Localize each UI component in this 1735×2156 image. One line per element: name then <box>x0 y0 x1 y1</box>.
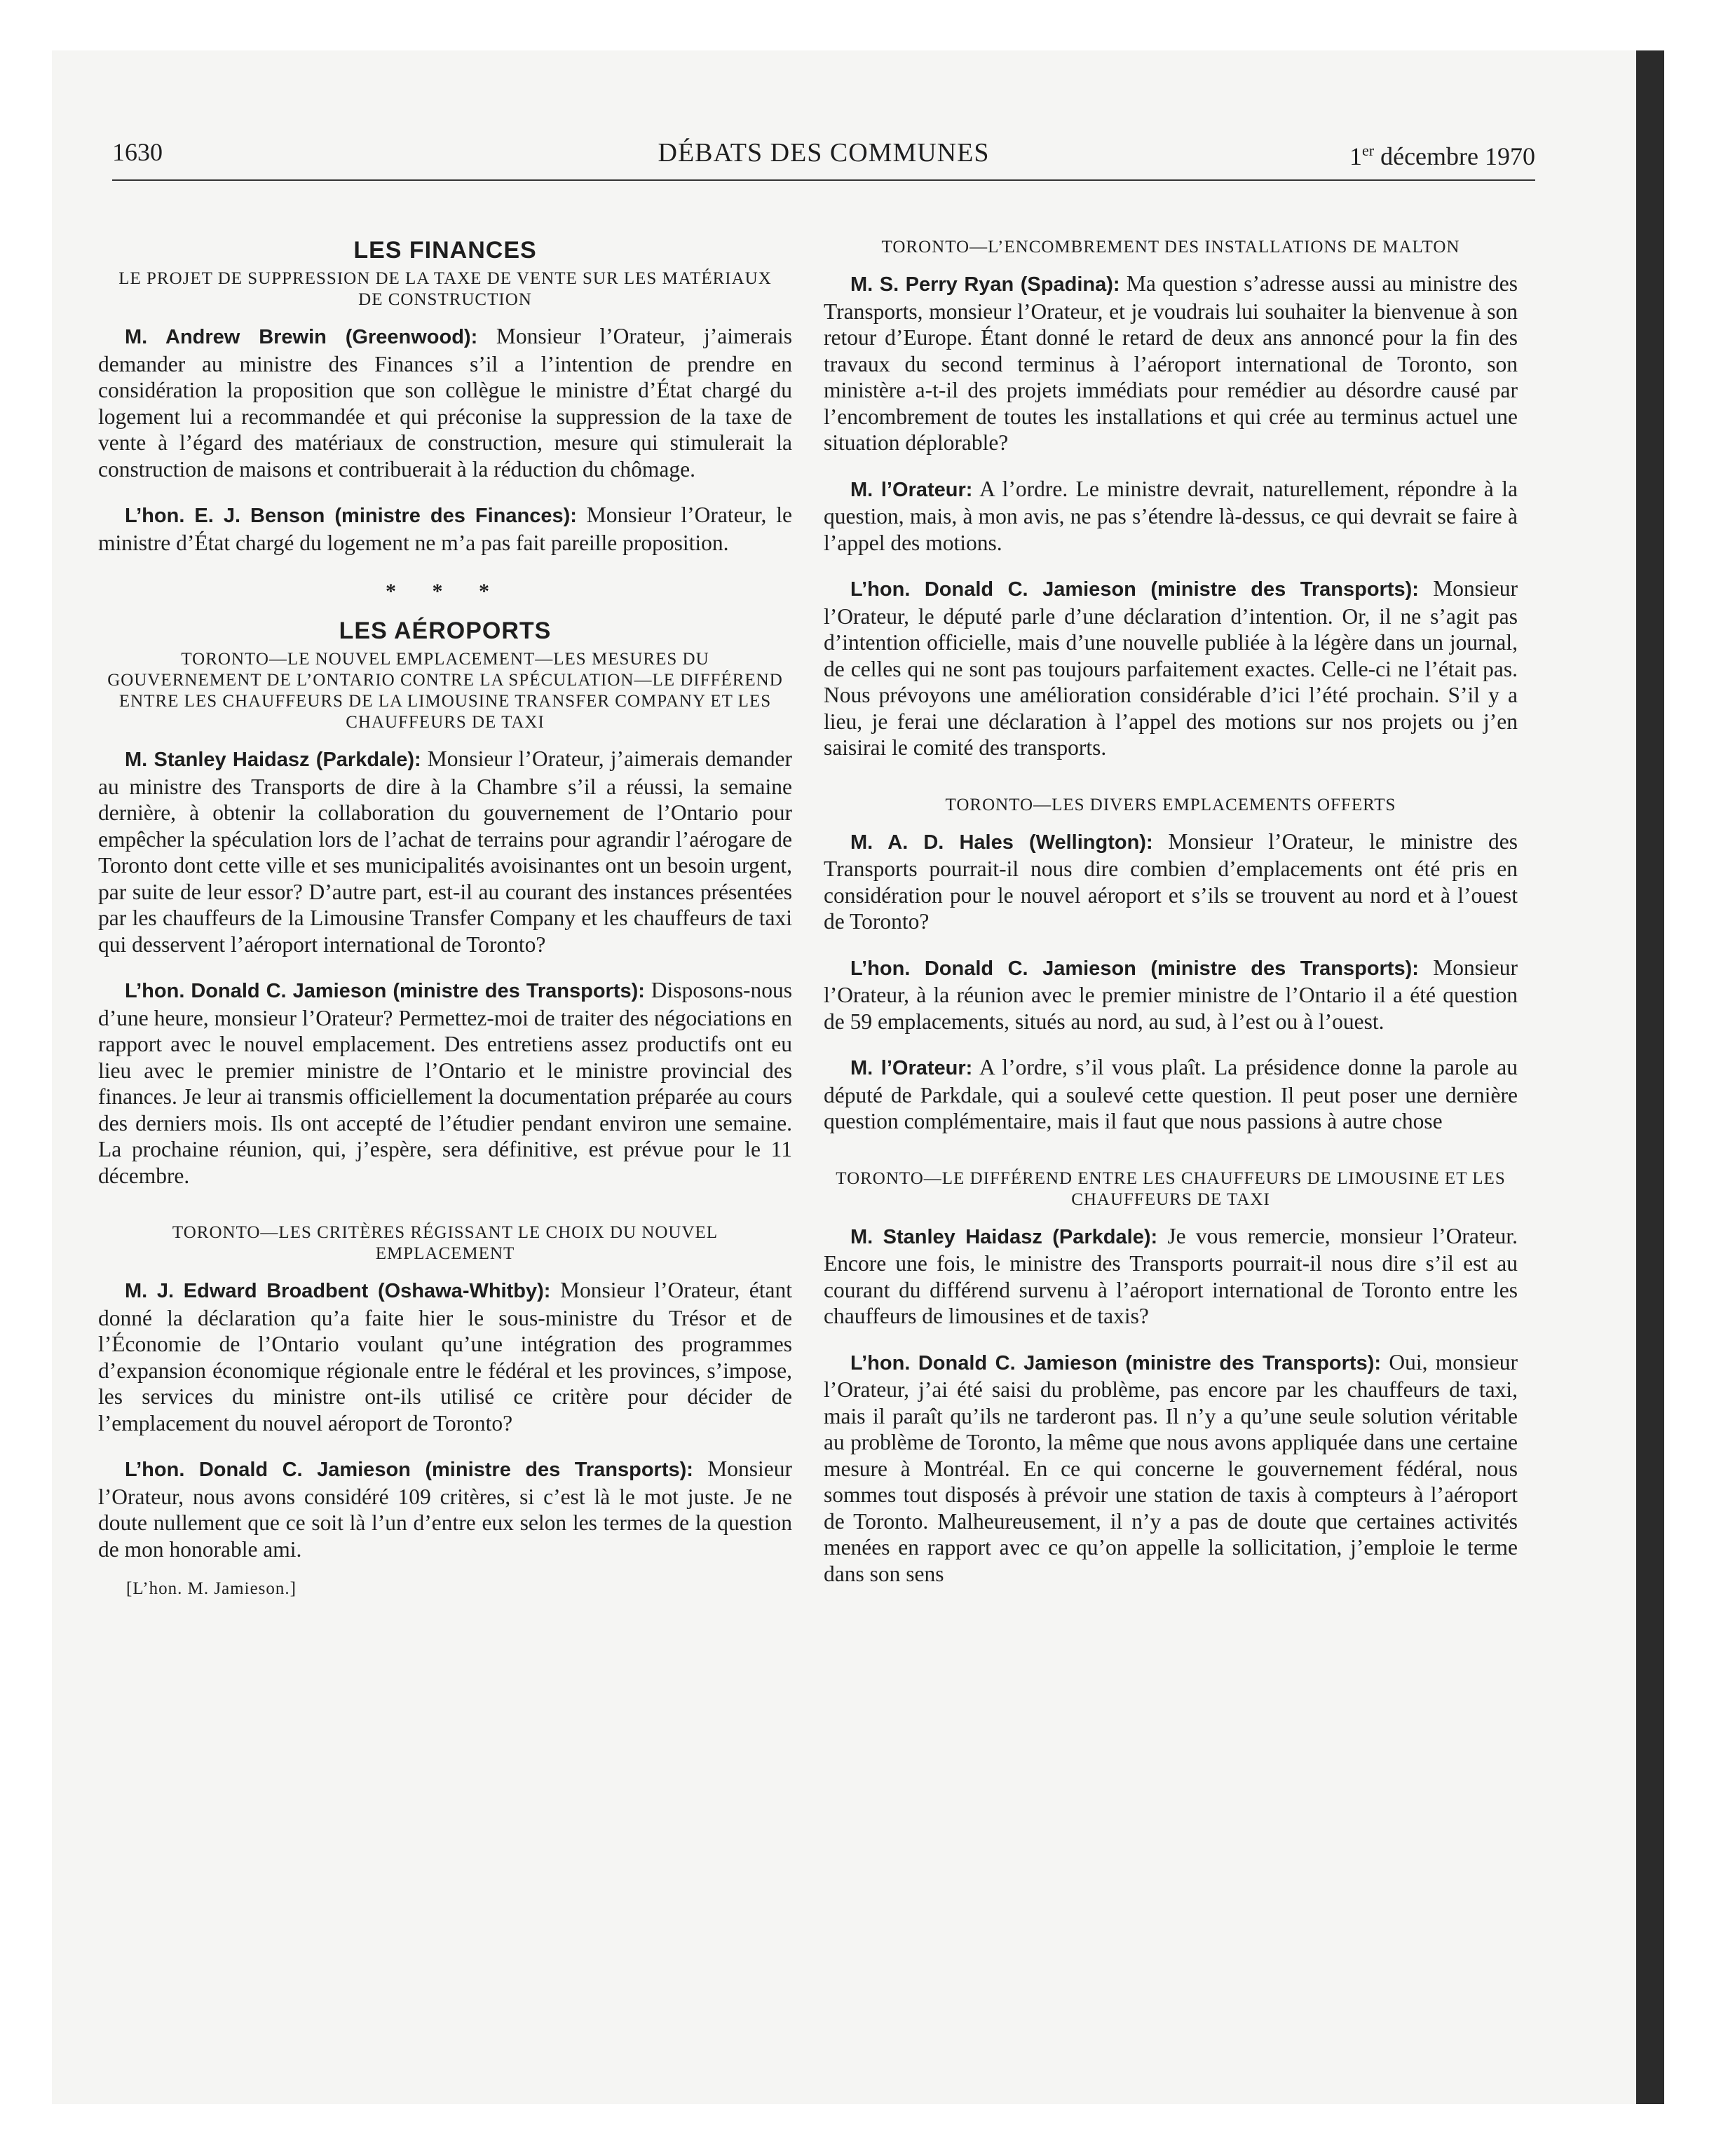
speaker-name: L’hon. Donald C. Jamieson (ministre des Transports): <box>125 1459 693 1481</box>
speaker-name: M. l’Orateur: <box>850 1057 973 1079</box>
speech-text: A l’ordre, s’il vous plaît. La présidence donne la parole au député de Parkdale, qui a soulevé cette question. Il peut poser une dernière question complémentaire, mais il faut que nous passions à autre chose <box>824 1055 1518 1133</box>
subheading-differend-chauffeurs: TORONTO—LE DIFFÉREND ENTRE LES CHAUFFEURS DE LIMOUSINE ET LES CHAUFFEURS DE TAXI <box>836 1168 1506 1209</box>
speaker-name: L’hon. Donald C. Jamieson (ministre des Transports): <box>125 980 645 1002</box>
speech-text: Monsieur l’Orateur, nous avons considéré 109 critères, si c’est là le mot juste. Je ne doute nullement que ce soit là l’un d’entre eux selon les termes de la question de mon honorable ami. <box>98 1456 792 1562</box>
speech-text: Monsieur l’Orateur, le ministre des Transports pourrait-il nous dire combien d’emplacements ont été pris en considération pour le nouvel aéroport et s’ils se trouvent au nord et à l’ouest de Toronto? <box>824 828 1518 934</box>
speaker-name: M. J. Edward Broadbent (Oshawa-Whitby): <box>125 1280 551 1302</box>
speech-text: Oui, monsieur l’Orateur, j’ai été saisi du problème, pas encore par les chauffeurs de taxi, mais il paraît qu’ils ne tarderont pas. Il n’y a qu’une seule solution véritable au problème de Toronto, la même que nous avons appliquée dans une certaine mesure à Montréal. En ce qui concerne le gouvernement fédéral, nous sommes tout disposés à prévoir une station de taxis à compteurs à l’aéroport de Toronto. Malheureusement, il n’y a pas de doute que certaines activités menées en rapport avec ce qu’on appelle la sollicitation, j’emploie le terme dans son sens <box>824 1349 1518 1586</box>
speech-text: Monsieur l’Orateur, le ministre d’État chargé du logement ne m’a pas fait pareille proposition. <box>98 503 792 555</box>
subheading-divers-emplacements: TORONTO—LES DIVERS EMPLACEMENTS OFFERTS <box>945 795 1396 814</box>
speaker-name: L’hon. E. J. Benson (ministre des Finances): <box>125 505 577 527</box>
speech-text: Monsieur l’Orateur, étant donné la déclaration qu’a faite hier le sous-ministre du Trésor et de l’Économie de l’Ontario voulant qu’une intégration des programmes d’expansion économique régionale entre le fédéral et les provinces, s’impose, les services du ministre ont-ils utilisé ce critère pour décider de l’emplacement du nouvel aéroport de Toronto? <box>98 1278 792 1435</box>
speech-text: Monsieur l’Orateur, j’aimerais demander au ministre des Transports de dire à la Chambre s’il a réussi, la semaine dernière, à obtenir la collaboration du gouvernement de l’Ontario pour empêcher la spéculation lors de l’achat de terrains pour agrandir l’aérogare de Toronto dont cette ville et ses municipalités avoisinantes ont un besoin urgent, par suite de leur essor? D’autre part, est-il au courant des instances présentées par les chauffeurs de la Limousine Transfer Company et les chauffeurs de taxi qui desservent l’aéroport international de Toronto? <box>98 746 792 957</box>
paragraph <box>824 476 1518 557</box>
speaker-name: M. Stanley Haidasz (Parkdale): <box>850 1225 1158 1248</box>
speaker-name: M. Stanley Haidasz (Parkdale): <box>125 749 421 771</box>
continuation-footnote: [L’hon. M. Jamieson.] <box>126 1579 297 1598</box>
speaker-name: L’hon. Donald C. Jamieson (ministre des Transports): <box>850 1351 1382 1374</box>
paragraph <box>98 502 792 556</box>
paragraph <box>824 271 1518 456</box>
left-column <box>98 237 792 1599</box>
speech-text: Ma question s’adresse aussi au ministre des Transports, monsieur l’Orateur, et je voudrais lui souhaiter la bienvenue à son retour d’Europe. Étant donné le retard de deux ans annoncé pour la fin des travaux du second terminus à l’aéroport international de Toronto, son ministère a-t-il des projets immédiats pour remédier au désordre causé par l’encombrement de toutes les installations et qui crée au terminus actuel une situation déplorable? <box>824 271 1518 455</box>
paragraph <box>824 828 1518 935</box>
publication-title: DÉBATS DES COMMUNES <box>658 138 990 168</box>
page-header <box>112 137 1535 181</box>
paragraph <box>824 1054 1518 1135</box>
speech-text: Monsieur l’Orateur, j’aimerais demander au ministre des Finances s’il a l’intention de prendre en considération la proposition que son collègue le ministre d’État chargé du logement lui a recommandée et qui préconise la suppression de la taxe de vente à l’égard des matériaux de construction, mesure qui stimulerait la construction de maisons et contribuerait à la réduction du chômage. <box>98 324 792 482</box>
speech-text: A l’ordre. Le ministre devrait, naturellement, répondre à la question, mais, à mon avis, ne pas s’étendre là-dessus, ce qui devrait se faire à l’appel des motions. <box>824 476 1518 555</box>
paragraph <box>824 1349 1518 1588</box>
page-edge-shadow <box>1636 50 1664 2104</box>
speaker-name: M. S. Perry Ryan (Spadina): <box>850 273 1120 296</box>
page-number: 1630 <box>112 138 163 166</box>
subheading-nouvel-emplacement: TORONTO—LE NOUVEL EMPLACEMENT—LES MESURES DU GOUVERNEMENT DE L’ONTARIO CONTRE LA SPÉCULATION—LE DIFFÉREND ENTRE LES CHAUFFEURS DE LA LIMOUSINE TRANSFER COMPANY ET LES CHAUFFEURS DE TAXI <box>107 650 783 732</box>
subheading-taxe-de-vente: LE PROJET DE SUPPRESSION DE LA TAXE DE VENTE SUR LES MATÉRIAUX DE CONSTRUCTION <box>118 269 772 309</box>
speaker-name: M. Andrew Brewin (Greenwood): <box>125 326 478 348</box>
speech-text: Je vous remercie, monsieur l’Orateur. Encore une fois, le ministre des Transports pourrait-il nous dire s’il est au courant du différend survenu à l’aéroport international de Toronto entre les chauffeurs de limousines et de taxis? <box>824 1223 1518 1328</box>
paragraph <box>98 323 792 482</box>
section-separator-stars: * * * <box>386 580 505 603</box>
page-date: 1er décembre 1970 <box>1349 142 1535 170</box>
subheading-criteres: TORONTO—LES CRITÈRES RÉGISSANT LE CHOIX DU NOUVEL EMPLACEMENT <box>172 1223 719 1263</box>
subheading-malton: TORONTO—L’ENCOMBREMENT DES INSTALLATIONS DE MALTON <box>881 238 1460 257</box>
paragraph <box>98 1456 792 1562</box>
speaker-name: M. l’Orateur: <box>850 478 973 501</box>
speech-text: Monsieur l’Orateur, à la réunion avec le premier ministre de l’Ontario il a été question de 59 emplacements, situés au nord, au sud, à l’est ou à l’ouest. <box>824 955 1518 1034</box>
paragraph <box>98 1277 792 1436</box>
speech-text: Monsieur l’Orateur, le député parle d’une déclaration d’intention. Or, il ne s’agit pas d’intention officielle, mais d’une nouvelle publiée à la légère dans un journal, de celles qui ne sont pas toujours parfaitement exactes. Celle-ci ne l’était pas. Nous prévoyons une amélioration considérable d’ici l’été prochain. S’il y a lieu, je ferai une déclaration à l’appel des motions sur nos projets ou j’en saisirai le comité des transports. <box>824 576 1518 760</box>
speaker-name: L’hon. Donald C. Jamieson (ministre des Transports): <box>850 578 1419 601</box>
right-column <box>824 237 1518 1606</box>
paragraph <box>824 1223 1518 1330</box>
speech-text: Disposons-nous d’une heure, monsieur l’Orateur? Permettez-moi de traiter des négociations en rapport avec le nouvel emplacement. Des entretiens assez productifs ont eu lieu avec le premier ministre de l’Ontario et le ministre provincial des finances. Je leur ai transmis officiellement la documentation préparée au cours des derniers mois. Ils ont accepté de l’étudier pendant environ une semaine. La prochaine réunion, qui, j’espère, sera définitive, est prévue pour le 11 décembre. <box>98 978 792 1188</box>
paragraph <box>824 955 1518 1035</box>
paragraph <box>98 746 792 957</box>
section-heading-aeroports: LES AÉROPORTS <box>339 618 552 644</box>
speaker-name: L’hon. Donald C. Jamieson (ministre des Transports): <box>850 957 1419 980</box>
paragraph <box>98 977 792 1189</box>
paragraph <box>824 575 1518 761</box>
section-heading-finances: LES FINANCES <box>353 237 537 264</box>
speaker-name: M. A. D. Hales (Wellington): <box>850 831 1153 854</box>
